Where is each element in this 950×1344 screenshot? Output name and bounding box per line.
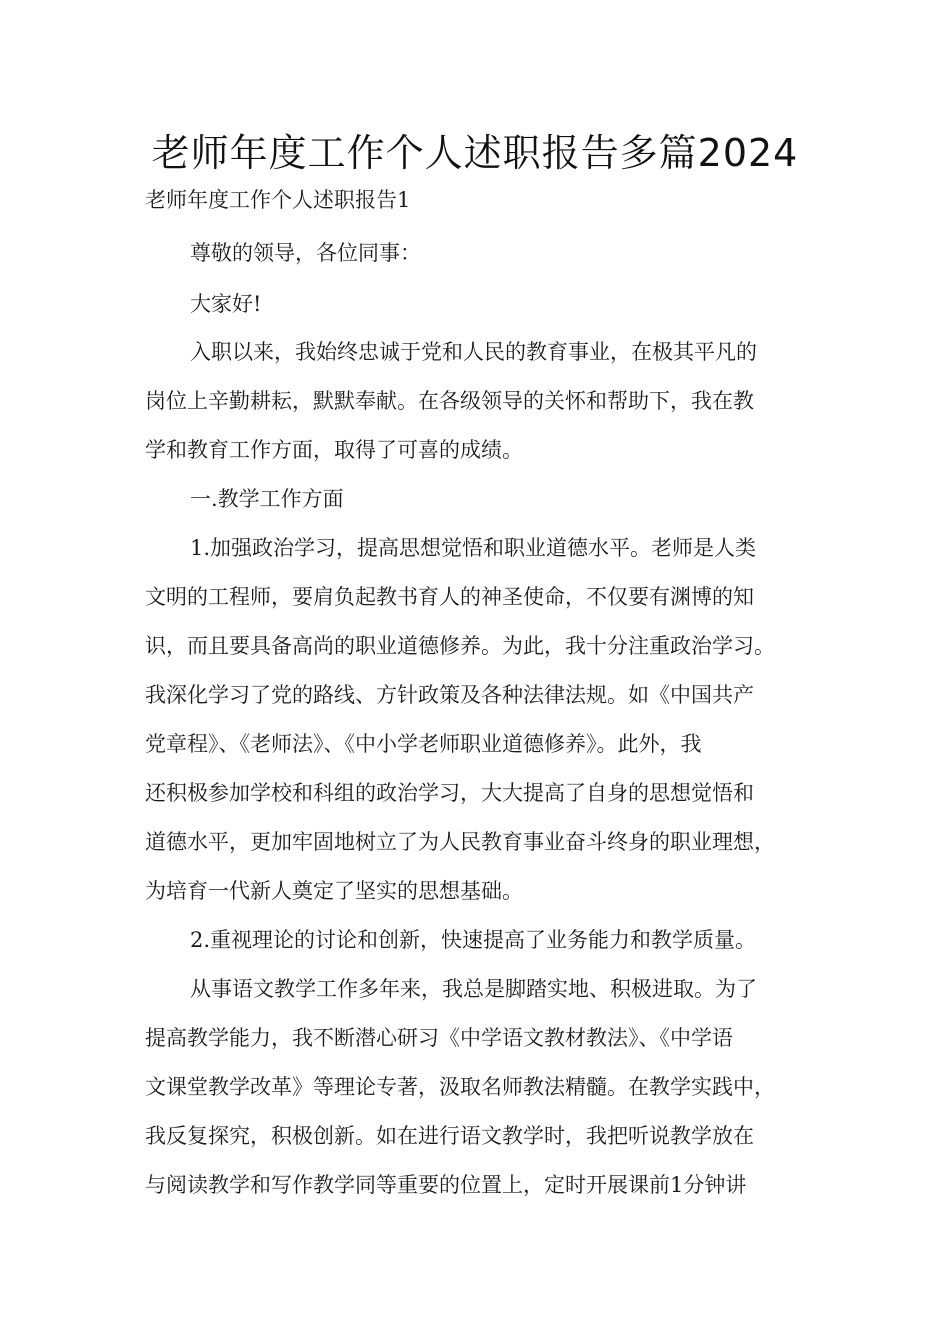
document-title: 老师年度工作个人述职报告多篇2024 [151,131,799,175]
greeting-line: 尊敬的领导，各位同事： [190,241,421,265]
paragraph-line: 我深化学习了党的路线、方针政策及各种法律法规。如《中国共产 [145,683,754,707]
section-heading: 一.教学工作方面 [190,487,344,511]
paragraph-line: 从事语文教学工作多年来，我总是脚踏实地、积极进取。为了 [190,977,757,1001]
paragraph-line: 道德水平，更加牢固地树立了为人民教育事业奋斗终身的职业理想， [145,830,775,854]
paragraph-line: 我反复探究，积极创新。如在进行语文教学时，我把听说教学放在 [145,1124,754,1148]
salutation-line: 大家好! [190,292,262,316]
paragraph-line: 党章程》、《老师法》、《中小学老师职业道德修养》。此外，我 [145,732,702,756]
paragraph-line: 识，而且要具备高尚的职业道德修养。为此，我十分注重政治学习。 [145,634,775,658]
paragraph-line: 为培育一代新人奠定了坚实的思想基础。 [145,879,523,903]
paragraph-line: 2.重视理论的讨论和创新，快速提高了业务能力和教学质量。 [190,928,757,952]
paragraph-line: 提高教学能力，我不断潜心研习《中学语文教材教法》、《中学语 [145,1026,733,1050]
paragraph-line: 岗位上辛勤耕耘，默默奉献。在各级领导的关怀和帮助下，我在教 [145,389,754,413]
paragraph-line: 文明的工程师，要肩负起教书育人的神圣使命，不仅要有渊博的知 [145,585,754,609]
document-subtitle: 老师年度工作个人述职报告1 [145,188,411,212]
paragraph-line: 与阅读教学和写作教学同等重要的位置上，定时开展课前1分钟讲 [145,1173,747,1197]
paragraph-line: 文课堂教学改革》等理论专著，汲取名师教法精髓。在教学实践中， [145,1075,775,1099]
paragraph-line: 入职以来，我始终忠诚于党和人民的教育事业，在极其平凡的 [190,340,757,364]
paragraph-line: 还积极参加学校和科组的政治学习，大大提高了自身的思想觉悟和 [145,781,754,805]
paragraph-line: 学和教育工作方面，取得了可喜的成绩。 [145,438,523,462]
paragraph-line: 1.加强政治学习，提高思想觉悟和职业道德水平。老师是人类 [190,536,757,560]
